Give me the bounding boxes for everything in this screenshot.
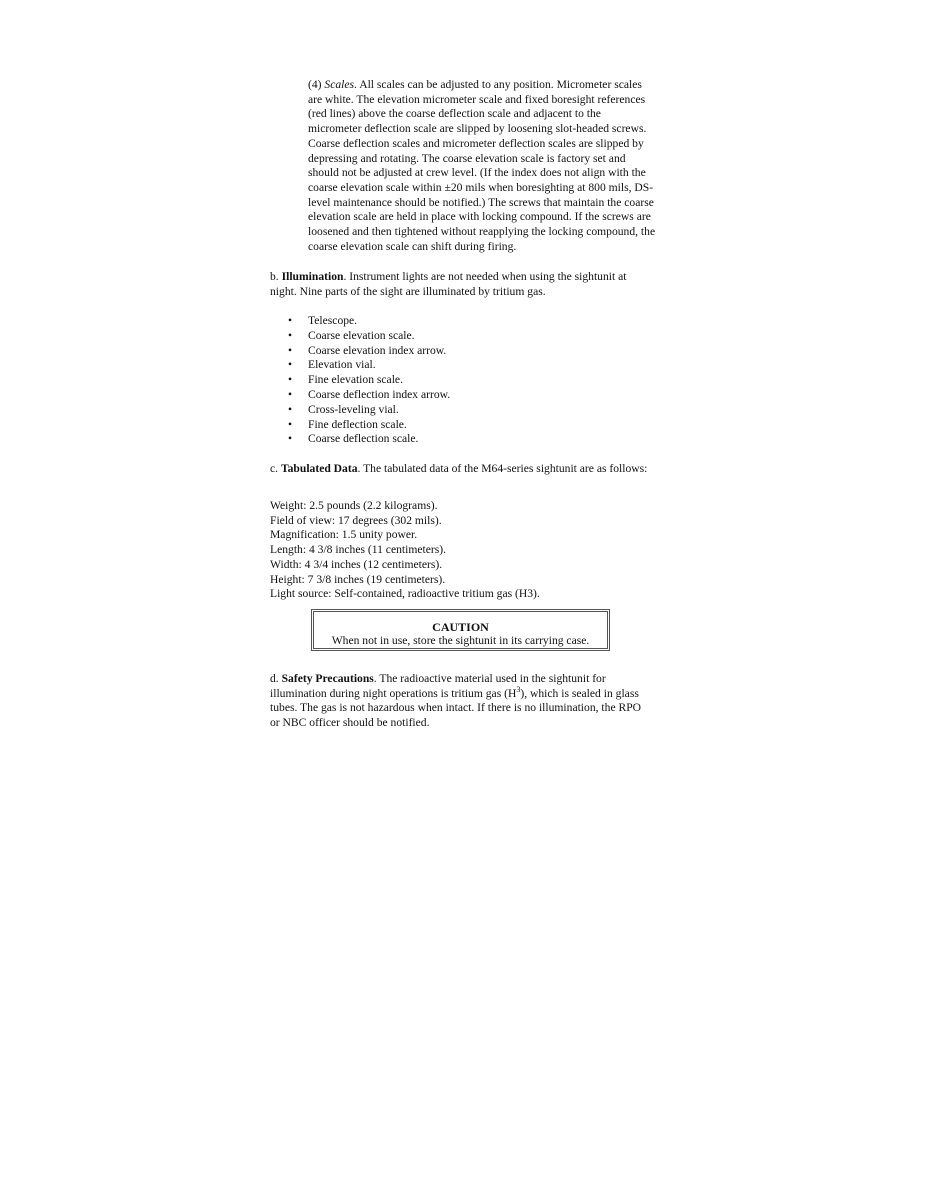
spec-light-source: Light source: Self-contained, radioactive tritium gas (H3). [270,587,540,601]
bullet-icon: • [288,358,293,372]
safety-paragraph [270,672,700,731]
illumination-line-2: night. Nine parts of the sight are illuminated by tritium gas. [270,284,546,298]
scales-line-8: coarse elevation scale within ±20 mils when boresighting at 800 mils, DS- [308,180,654,194]
list-item: • Coarse deflection index arrow. [288,387,451,401]
bullet-icon: • [288,417,293,431]
spec-height: Height: 7 3/8 inches (19 centimeters). [270,572,446,586]
list-item: • Cross-leveling vial. [288,402,399,416]
bullet-icon: • [288,328,293,342]
illuminated-parts-list [288,314,450,447]
illumination-paragraph [270,270,700,299]
spec-length: Length: 4 3/8 inches (11 centimeters). [270,543,447,557]
safety-title: Safety Precautions [281,672,374,685]
safety-line-1: d. Safety Precautions. The radioactive material used in the sightunit for [270,672,606,685]
list-item: • Coarse elevation scale. [288,328,415,342]
scales-line-6: depressing and rotating. The coarse elevation scale is factory set and [308,151,626,165]
illumination-title: Illumination [281,270,344,283]
safety-line-2: illumination during night operations is tritium gas $(H^3)$, which is sealed in glass [270,684,639,700]
scales-line-9: level maintenance should be notified.) The screws that maintain the coarse [308,195,654,209]
scales-line-2: are white. The elevation micrometer scale and fixed boresight references [308,92,646,106]
bullet-icon: • [288,402,293,416]
spec-magnification: Magnification: 1.5 unity power. [270,528,418,542]
caution-text: When not in use, store the sightunit in its carrying case. [331,634,590,647]
list-item: • Coarse deflection scale. [288,432,419,446]
safety-line-4: or NBC officer should be notified. [270,716,430,730]
bullet-icon: • [288,343,293,357]
tabulated-data-heading: c. Tabulated Data. The tabulated data of the M64-series sightunit are as follows: [270,462,648,475]
list-item: • Fine elevation scale. [288,373,403,387]
bullet-icon: • [288,314,293,327]
list-item: • Fine deflection scale. [288,417,407,431]
scales-line-7: should not be adjusted at crew level. (If the index does not align with the [308,166,646,180]
scales-line-5: Coarse deflection scales and micrometer deflection scales are slipped by [308,136,644,150]
tabulated-data-title: Tabulated Data [280,462,358,475]
scales-line-12: coarse elevation scale can shift during firing. [308,239,517,253]
scales-line-10: elevation scale are held in place with locking compound. If the screws are [308,210,651,224]
scales-line-11: loosened and then tightened without reapplying the locking compound, the [308,225,656,239]
specs-list [270,499,700,602]
spec-field-of-view: Field of view: 17 degrees (302 mils). [270,513,442,527]
scales-line-4: micrometer deflection scale are slipped by loosening slot-headed screws. [308,122,647,136]
spec-width: Width: 4 3/4 inches (12 centimeters). [270,557,443,571]
scales-number: (4) [308,78,325,91]
illumination-line-1: b. Illumination. Instrument lights are not needed when using the sightunit at [270,270,627,283]
bullet-icon: • [288,432,293,446]
safety-line-3: tubes. The gas is not hazardous when intact. If there is no illumination, the RPO [270,701,642,715]
list-item: • Telescope. [288,314,358,327]
scales-line-1: (4) Scales. All scales can be adjusted to any position. Micrometer scales [308,78,642,91]
scales-line-3: (red lines) above the coarse deflection scale and adjacent to the [308,107,601,121]
scales-paragraph [308,78,700,254]
caution-title: CAUTION [432,620,489,634]
scales-title: Scales [324,78,355,91]
list-item: • Elevation vial. [288,358,376,372]
list-item: • Coarse elevation index arrow. [288,343,447,357]
bullet-icon: • [288,387,293,401]
bullet-icon: • [288,373,293,387]
caution-box [311,609,610,651]
spec-weight: Weight: 2.5 pounds (2.2 kilograms). [270,499,438,512]
